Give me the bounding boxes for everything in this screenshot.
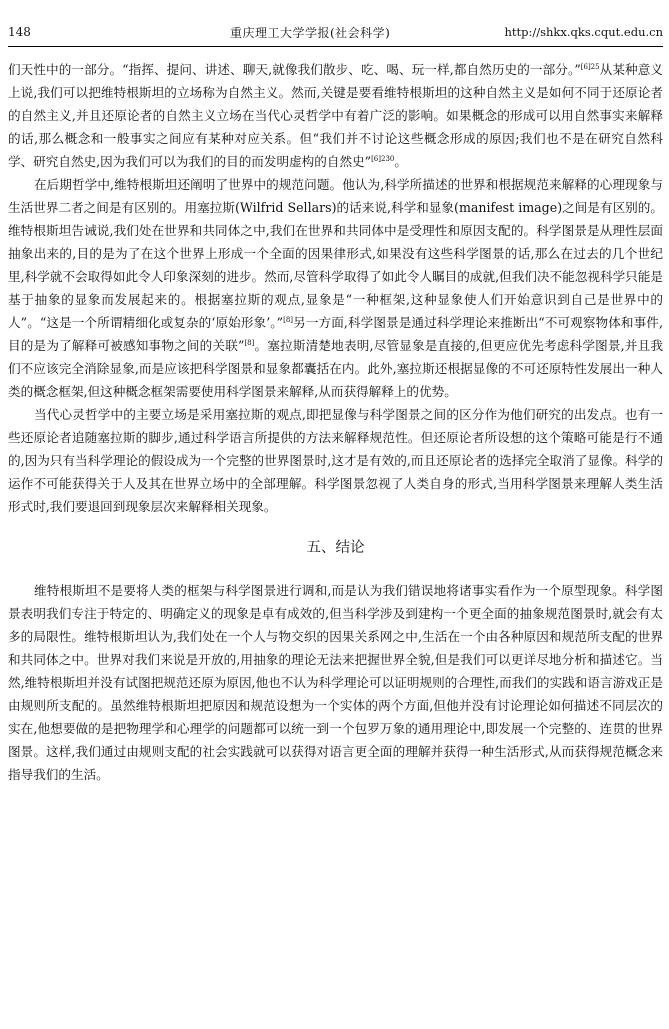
paragraph [8,579,663,786]
citation-marker: [8] [244,338,255,347]
paragraph-text: 。塞拉斯清楚地表明,尽管显象是直接的,但更应优先考虑科学图景,并且我们不应该完全消除显象,而是应该把科学图景和显象都囊括在内。此外,塞拉斯还根据显像的不可还原特性发展出一种人类的概念框架,但这种概念框架需要使用科学图景来解释,从而获得解释上的优势。 [8,338,663,399]
paragraph-text: 在后期哲学中,维特根斯坦还阐明了世界中的规范问题。他认为,科学所描述的世界和根据规范来解释的心理现象与生活世界二者之间是有区别的。用塞拉斯(Wilfrid Sellars)的话来说,科学和显象(manifest image)之间是有区别的。维特根斯坦告诫说,我们处在世界和共同体之中,我们在世界和共同体中是受理性和原因支配的。科学图景是从理性层面抽象出来的,目的是为了在这个世界上形成一个全面的因果律形式,如果没有这些科学图景的话,那么在过去的几个世纪里,科学就不会取得如此令人印象深刻的进步。然而,尽管科学取得了如此令人瞩目的成就,但我们决不能忽视科学只能是基于抽象的显象而发展起来的。根据塞拉斯的观点,显象是“一种框架,这种显象使人们开始意识到自己是世界中的人”。“这是一个所谓精细化或复杂的‘原始形象’。” [8,177,663,330]
page-header [8,22,663,47]
paragraph [8,403,663,518]
paragraph-text: 。 [394,154,407,169]
paragraph-text: 们天性中的一部分。“指挥、提问、讲述、聊天,就像我们散步、吃、喝、玩一样,都自然历史的一部分。” [8,62,581,77]
article-body [8,58,663,786]
citation-marker: [6]25 [580,62,600,71]
paragraph-text: 维特根斯坦不是要将人类的框架与科学图景进行调和,而是认为我们错误地将诸事实看作为一个原型现象。科学图景表明我们专注于特定的、明确定义的现象是卓有成效的,但当科学涉及到建构一个更全面的抽象规范图景时,就会有太多的局限性。维特根斯坦认为,我们处在一个人与物交织的因果关系网之中,生活在一个由各种原因和规范所支配的世界和共同体之中。世界对我们来说是开放的,用抽象的理论无法来把握世界全貌,但是我们可以更详尽地分析和描述它。当然,维特根斯坦并没有试图把规范还原为原因,他也不认为科学理论可以证明规则的合理性,而我们的实践和语言游戏正是由规则所支配的。虽然维特根斯坦把原因和规范设想为一个实体的两个方面,但他并没有讨论理论如何描述不同层次的实在,他想要做的是把物理学和心理学的问题都可以统一到一个包罗万象的通用理论中,即发展一个完整的、连贯的世界图景。这样,我们通过由规则支配的社会实践就可以获得对语言更全面的理解并获得一种生活形式,从而获得规范概念来指导我们的生活。 [8,583,663,782]
body-paragraphs [8,58,663,518]
journal-title: 重庆理工大学学报(社会科学) [230,26,391,40]
conclusion-paragraphs [8,579,663,786]
citation-marker: [6]230 [371,154,395,163]
paragraph-text: 当代心灵哲学中的主要立场是采用塞拉斯的观点,即把显像与科学图景之间的区分作为他们研究的出发点。也有一些还原论者追随塞拉斯的脚步,通过科学语言所提供的方法来解释规范性。但还原论者所设想的这个策略可能是行不通的,因为只有当科学理论的假设成为一个完整的世界图景时,这才是有效的,而且还原论者的选择完全取消了显像。科学的运作不可能获得关于人及其在世界立场中的全部理解。科学图景忽视了人类自身的形式,当用科学图景来理解人类生活形式时,我们要退回到现象层次来解释相关现象。 [8,407,663,514]
paragraph-text: 从某种意义上说,我们可以把维特根斯坦的立场称为自然主义。然而,关键是要看维特根斯坦的这种自然主义是如何不同于还原论者的自然主义,并且还原论者的自然主义立场在当代心灵哲学中有着广泛的影响。如果概念的形成可以用自然事实来解释的话,那么概念和一般事实之间应有某种对应关系。但“我们并不讨论这些概念形成的原因;我们也不是在研究自然科学、研究自然史,因为我们可以为我们的目的而发明虚构的自然史” [8,62,663,169]
citation-marker: [8] [283,315,294,324]
journal-url: http://shkx.qks.cqut.edu.cn [504,25,663,39]
section-title: 五、结论 [306,540,365,556]
paragraph-text: 另一方面,科学图景是通过科学理论来推断出“不可观察物体和事件,目的是为了解释可被感知事物之间的关联” [8,315,663,353]
paragraph [8,58,663,173]
paragraph [8,173,663,403]
page-number: 148 [8,25,31,39]
